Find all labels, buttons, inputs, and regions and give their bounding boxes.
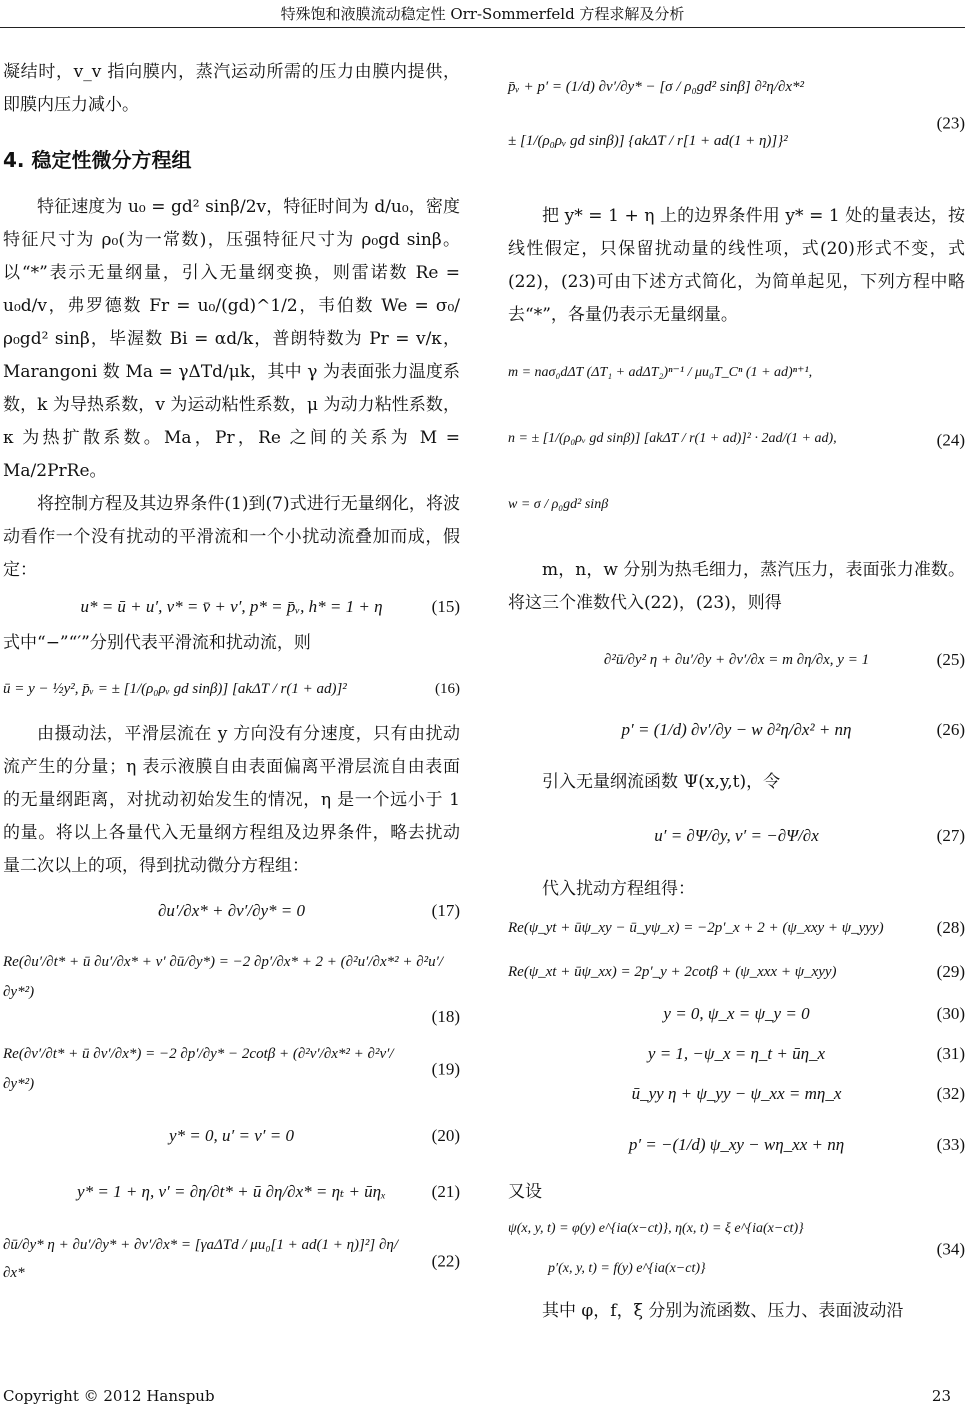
paragraph: 凝结时，v_v 指向膜内，蒸汽运动所需的压力由膜内提供，即膜内压力减小。 (3, 62, 460, 115)
equation-body: ∂²ū/∂y² η + ∂u′/∂y + ∂v′/∂x = m ∂η/∂x, y = 1 (603, 652, 870, 668)
equation-number: (26) (936, 720, 965, 739)
equation-body: u* = ū + u′, v* = v̄ + v′, p* = p̄ᵥ, h* = 1 + η (80, 597, 383, 616)
equation-body: p̄ᵥ + p′ = (1/d) ∂v′/∂y* − [σ / ρ₀gd² sinβ] ∂²η/∂x*² (508, 79, 805, 95)
equation-body: y* = 1 + η, v′ = ∂η/∂t* + ū ∂η/∂x* = ηₜ + ūηₓ (77, 1182, 386, 1201)
equation-body: ū = y − ½y², p̄ᵥ = ± [1/(ρ₀ρᵥ gd sinβ)] [akΔT / r(1 + ad)]² (3, 681, 347, 697)
equation-22 (3, 1221, 460, 1301)
equation-body: ū_yy η + ψ_yy − ψ_xx = mη_x (631, 1084, 842, 1103)
paragraph: 其中 φ，f，ξ 分别为流函数、压力、表面波动沿 (542, 1301, 904, 1321)
equation-body: ψ(x, y, t) = φ(y) e^{ia(x−ct)}, η(x, t) = ξ e^{ia(x−ct)} (508, 1221, 804, 1236)
equation-number: (29) (936, 962, 965, 981)
equation-28 (508, 906, 965, 950)
equation-32 (508, 1074, 965, 1114)
equation-number: (30) (936, 1004, 965, 1023)
header-rule (0, 27, 965, 28)
equation-number: (34) (936, 1239, 965, 1259)
section-heading: 4. 稳定性微分方程组 (3, 148, 192, 172)
equation-body: p′ = −(1/d) ψ_xy − wη_xx + nη (628, 1135, 845, 1154)
equation-number: (20) (431, 1126, 460, 1145)
equation-20 (3, 1109, 460, 1163)
equation-body: y = 0, ψ_x = ψ_y = 0 (663, 1004, 810, 1023)
equation-body: ∂ū/∂y* η + ∂u′/∂y* + ∂v′/∂x* = [γaΔTd / μu₀[1 + ad(1 + η)]²] ∂η/∂x* (3, 1237, 398, 1281)
paragraph: 又设 (508, 1182, 542, 1202)
equation-number: (33) (936, 1135, 965, 1154)
equation-25 (508, 626, 965, 694)
equation-34 (508, 1209, 965, 1289)
equation-24 (508, 340, 965, 540)
equation-18 (3, 939, 460, 1029)
page-number: 23 (931, 1387, 951, 1405)
equation-19 (3, 1029, 460, 1109)
left-column (3, 56, 460, 1301)
equation-body: Re(ψ_xt + ūψ_xx) = 2p′_y + 2cotβ + (ψ_xxx + ψ_xyy) (508, 964, 837, 980)
equation-number: (25) (936, 650, 965, 669)
equation-number: (24) (936, 430, 965, 450)
paragraph: 引入无量纲流函数 Ψ(x,y,t)，令 (542, 772, 781, 792)
equation-number: (23) (936, 113, 965, 133)
equation-17 (3, 883, 460, 939)
paragraph: 代入扰动方程组得： (542, 879, 695, 899)
equation-number: (15) (431, 597, 460, 616)
equation-body: p′(x, y, t) = f(y) e^{ia(x−ct)} (548, 1261, 706, 1276)
equation-body: u′ = ∂Ψ/∂y, v′ = −∂Ψ/∂x (654, 826, 819, 845)
equation-body: y = 1, −ψ_x = η_t + ūη_x (647, 1044, 826, 1063)
equation-number: (31) (936, 1044, 965, 1063)
paragraph: 将控制方程及其边界条件(1)到(7)式进行无量纲化，将波动看作一个没有扰动的平滑流和一个小扰动流叠加而成，假定： (3, 494, 460, 580)
equation-body: Re(ψ_yt + ūψ_xy − ū_yψ_x) = −2p′_x + 2 + (ψ_xxy + ψ_yyy) (508, 920, 884, 936)
equation-16 (3, 660, 460, 718)
paragraph: 把 y* = 1 + η 上的边界条件用 y* = 1 处的量表达，按线性假定，只保留扰动量的线性项，式(20)形式不变，式(22)，(23)可由下述方式简化，为简单起见，下列方程中略去“*”，各量仍表示无量纲量。 (508, 206, 965, 325)
equation-body: Re(∂v′/∂t* + ū ∂v′/∂x*) = −2 ∂p′/∂y* − 2cotβ + (∂²v′/∂x*² + ∂²v′/∂y*²) (3, 1046, 394, 1092)
equation-body: ∂u′/∂x* + ∂v′/∂y* = 0 (157, 901, 306, 920)
equation-body: w = σ / ρ₀gd² sinβ (508, 497, 609, 512)
equation-30 (508, 994, 965, 1034)
equation-27 (508, 799, 965, 873)
paragraph: 式中“−”“′”分别代表平滑流和扰动流，则 (3, 633, 311, 653)
equation-body: p′ = (1/d) ∂v′/∂y − w ∂²η/∂x² + nη (621, 720, 852, 739)
equation-number: (32) (936, 1084, 965, 1103)
equation-body: y* = 0, u′ = v′ = 0 (169, 1126, 294, 1145)
equation-number: (18) (431, 1007, 460, 1026)
paragraph: m，n，w 分别为热毛细力，蒸汽压力，表面张力准数。将这三个准数代入(22)，(23)，则得 (508, 560, 965, 613)
paragraph: 特征速度为 u₀ = gd² sinβ/2v，特征时间为 d/u₀，密度特征尺寸为 ρ₀(为一常数)，压强特征尺寸为 ρ₀gd sinβ。以“*”表示无量纲量，引入无量纲变换，则雷诺数 Re = u₀d/v，弗罗德数 Fr = u₀/(gd)^1/2，韦伯数 We = σ₀/ρ₀gd² sinβ，毕渥数 Bi = αd/k，普朗特数为 Pr = v/κ，Marangoni 数 Ma = γΔTd/μk，其中 γ 为表面张力温度系数，k 为导热系数，v 为运动粘性系数，μ 为动力粘性系数，κ 为热扩散系数。Ma，Pr，Re 之间的关系为 M = Ma/2PrRe。 (3, 197, 460, 481)
equation-21 (3, 1163, 460, 1221)
equation-body: m = naσ₀dΔT (ΔT₁ + adΔT₂)ⁿ⁻¹ / μu₀T_Cⁿ (1 + ad)ⁿ⁺¹, (508, 365, 813, 380)
equation-33 (508, 1114, 965, 1176)
paragraph: 由摄动法，平滑层流在 y 方向没有分速度，只有由扰动流产生的分量；η 表示液膜自由表面偏离平滑层流自由表面的无量纲距离，对扰动初始发生的情况，η 是一个远小于 1 的量。将以上各量代入无量纲方程组及边界条件，略去扰动量二次以上的项，得到扰动微分方程组： (3, 724, 460, 876)
right-column (508, 60, 965, 1328)
equation-number: (21) (431, 1182, 460, 1201)
equation-23 (508, 60, 965, 186)
equation-number: (22) (431, 1251, 460, 1271)
equation-29 (508, 950, 965, 994)
equation-26 (508, 694, 965, 766)
equation-number: (16) (435, 681, 460, 697)
equation-15 (3, 587, 460, 627)
equation-number: (27) (936, 826, 965, 845)
equation-number: (19) (431, 1059, 460, 1079)
footer-copyright: Copyright © 2012 Hanspub (3, 1387, 215, 1405)
equation-body: Re(∂u′/∂t* + ū ∂u′/∂x* + v′ ∂ū/∂y*) = −2 ∂p′/∂x* + 2 + (∂²u′/∂x*² + ∂²u′/∂y*²) (3, 954, 444, 1000)
equation-number: (17) (431, 901, 460, 920)
equation-31 (508, 1034, 965, 1074)
equation-number: (28) (936, 918, 965, 937)
equation-body: ± [1/(ρ₀ρᵥ gd sinβ)] {akΔT / r[1 + ad(1 + η)]}² (508, 133, 788, 149)
equation-body: n = ± [1/(ρ₀ρᵥ gd sinβ)] [akΔT / r(1 + ad)]² · 2ad/(1 + ad), (508, 431, 837, 446)
running-header: 特殊饱和液膜流动稳定性 Orr-Sommerfeld 方程求解及分析 (280, 5, 685, 23)
